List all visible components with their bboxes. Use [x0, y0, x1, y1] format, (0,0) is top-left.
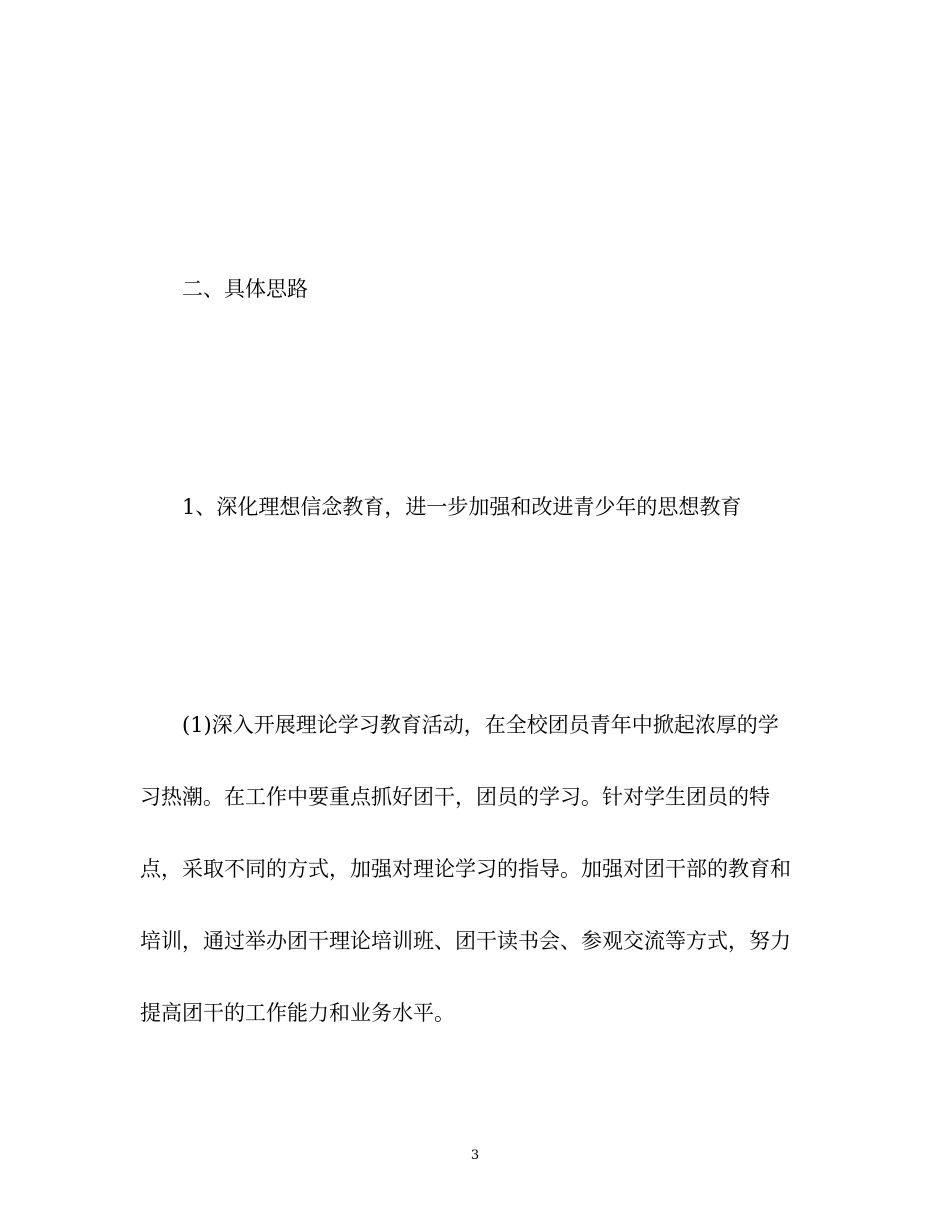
page-number: 3	[470, 1148, 480, 1163]
paragraph-line: 点，采取不同的方式，加强对理论学习的指导。加强对团干部的教育和	[140, 857, 791, 881]
section-heading: 二、具体思路	[182, 277, 308, 301]
paragraph-line: 提高团干的工作能力和业务水平。	[140, 1001, 455, 1025]
paragraph-line: 培训，通过举办团干理论培训班、团干读书会、参观交流等方式，努力	[140, 929, 791, 953]
subsection-heading: 1、深化理想信念教育，进一步加强和改进青少年的思想教育	[182, 495, 742, 519]
paragraph-line: (1)深入开展理论学习教育活动，在全校团员青年中掀起浓厚的学	[182, 713, 779, 737]
paragraph-line: 习热潮。在工作中要重点抓好团干，团员的学习。针对学生团员的特	[140, 785, 770, 809]
